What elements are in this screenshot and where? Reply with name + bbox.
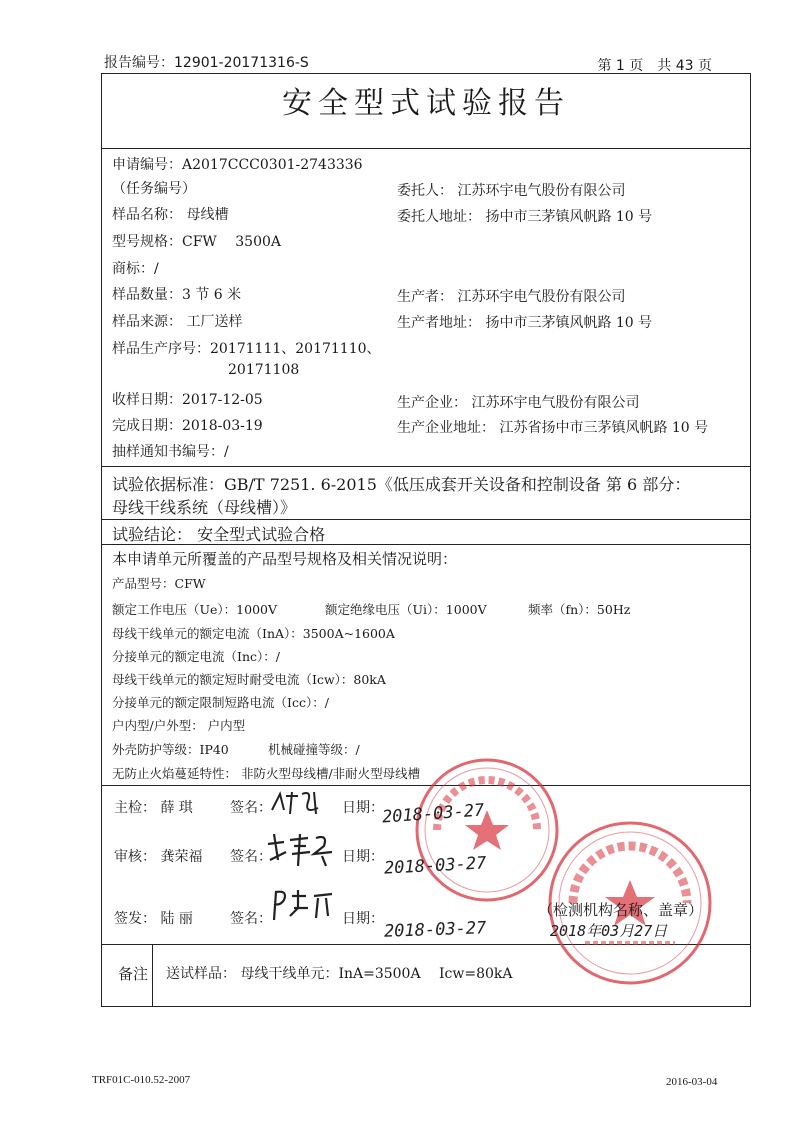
examiner-signature <box>268 788 328 818</box>
sample-source: 样品来源： 工厂送样 <box>112 314 243 330</box>
rated-voltage: 额定工作电压（Ue）：1000V <box>112 602 278 617</box>
report-title: 安全型式试验报告 <box>282 86 570 121</box>
short-time-current: 母线干线单元的额定短时耐受电流（Icw）：80kA <box>112 672 386 687</box>
flame-spread: 无防止火焰蔓延特性： 非防火型母线槽/非耐火型母线槽 <box>112 766 421 781</box>
ip-rating: 外壳防护等级：IP40 <box>112 742 229 757</box>
impact-rating: 机械碰撞等级：/ <box>268 742 360 757</box>
client: 委托人： 江苏环宇电气股份有限公司 <box>397 183 626 199</box>
reviewer-date: 2018-03-27 <box>383 853 487 879</box>
approver: 签发： 陆 丽 <box>114 911 193 927</box>
serial-number-line2: 20171108 <box>228 362 300 378</box>
frequency: 频率（fn）：50Hz <box>528 602 631 617</box>
completion-date: 完成日期：2018-03-19 <box>112 418 263 434</box>
reviewer: 审核： 龚荣福 <box>114 849 203 865</box>
task-number: （任务编号） <box>112 181 196 197</box>
page-info: 第 1 页 共 43 页 <box>597 58 712 74</box>
reviewer-sign-label: 签名： <box>230 849 272 865</box>
producer-address: 生产者地址： 扬中市三茅镇风帆路 10 号 <box>397 315 653 331</box>
application-number: 申请编号：A2017CCC0301-2743336 <box>112 157 363 173</box>
sample-quantity: 样品数量：3 节 6 米 <box>112 287 242 303</box>
model-spec: 型号规格：CFW 3500A <box>112 234 282 250</box>
serial-number-line1: 样品生产序号：20171111、20171110、 <box>112 341 381 357</box>
client-address: 委托人地址： 扬中市三茅镇风帆路 10 号 <box>397 209 653 225</box>
approver-date: 2018-03-27 <box>383 918 487 942</box>
examiner-sign-label: 签名： <box>230 800 272 816</box>
receipt-date: 收样日期：2017-12-05 <box>112 392 263 408</box>
reviewer-signature <box>264 830 344 870</box>
examiner-date-label: 日期： <box>342 800 384 816</box>
indoor-outdoor: 户内型/户外型： 户内型 <box>112 718 246 733</box>
coverage-heading: 本申请单元所覆盖的产品型号规格及相关情况说明： <box>112 550 458 568</box>
manufacturer: 生产企业： 江苏环宇电气股份有限公司 <box>397 395 640 411</box>
standard-line1: 试验依据标准：GB/T 7251. 6-2015《低压成套开关设备和控制设备 第 6 部分： <box>112 475 691 494</box>
footer-date: 2016-03-04 <box>666 1076 718 1088</box>
manufacturer-address: 生产企业地址： 江苏省扬中市三茅镇风帆路 10 号 <box>397 420 709 436</box>
form-number: TRF01C-010.52-2007 <box>92 1074 191 1086</box>
remarks-label: 备注 <box>118 965 149 983</box>
approver-sign-label: 签名： <box>230 911 272 927</box>
divider-info <box>101 466 751 467</box>
divider-title <box>101 148 751 149</box>
sample-name: 样品名称： 母线槽 <box>112 207 229 223</box>
product-model: 产品型号：CFW <box>112 576 206 591</box>
inspection-seal-left <box>412 755 562 905</box>
stamp-date: 2018年03月27日 <box>550 922 668 940</box>
limited-short-circuit: 分接单元的额定限制短路电流（Icc）：/ <box>112 695 329 710</box>
examiner: 主检： 薛 琪 <box>114 800 193 816</box>
remarks-divider <box>152 944 153 1007</box>
standard-line2: 母线干线系统（母线槽）》 <box>112 498 297 517</box>
approver-signature <box>268 886 338 926</box>
report-number: 报告编号：12901-20171316-S <box>104 55 309 71</box>
divider-standard <box>101 519 751 520</box>
sampling-notice: 抽样通知书编号：/ <box>112 444 229 460</box>
approver-date-label: 日期： <box>342 911 384 927</box>
institution-note: （检测机构名称、盖章） <box>538 901 704 919</box>
test-conclusion: 试验结论： 安全型式试验合格 <box>112 525 326 544</box>
insulation-voltage: 额定绝缘电压（Ui）：1000V <box>325 602 487 617</box>
examiner-date: 2018-03-27 <box>381 800 485 828</box>
busbar-rated-current: 母线干线单元的额定电流（InA）：3500A~1600A <box>112 626 395 641</box>
reviewer-date-label: 日期： <box>342 849 384 865</box>
remarks-text: 送试样品： 母线干线单元：InA=3500A Icw=80kA <box>166 966 513 982</box>
branch-rated-current: 分接单元的额定电流（Inc）：/ <box>112 649 280 664</box>
producer: 生产者： 江苏环宇电气股份有限公司 <box>397 289 626 305</box>
trademark: 商标：/ <box>112 261 159 277</box>
